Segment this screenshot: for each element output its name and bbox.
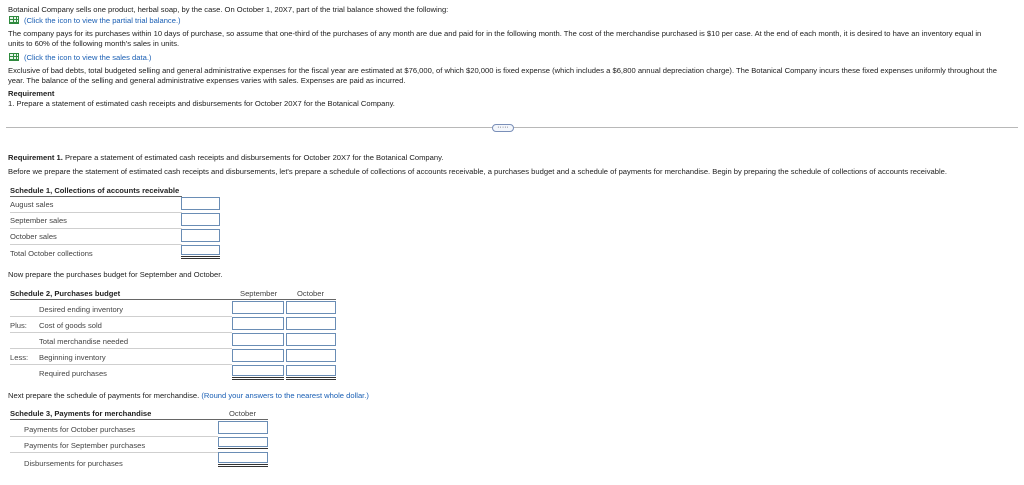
- schedule1-row-label: October sales: [10, 232, 57, 241]
- double-underline: [181, 256, 220, 259]
- row-separator: [10, 244, 182, 245]
- payments-prompt: Next prepare the schedule of payments for merchandise. (Round your answers to the nearest whole dollar.): [8, 391, 369, 400]
- total-merchandise-needed-label: Total merchandise needed: [39, 337, 129, 346]
- single-underline: [218, 448, 268, 449]
- october-purchases-payment-input[interactable]: [218, 421, 268, 434]
- september-total-needed-input[interactable]: [232, 333, 284, 346]
- schedule1-row-label: Total October collections: [10, 249, 93, 258]
- purchases-prompt: Now prepare the purchases budget for September and October.: [8, 270, 223, 279]
- expenses-text-line1: Exclusive of bad debts, total budgeted selling and general administrative expenses for the fiscal year are estimated at $76,000, of which $20,000 is fixed expense (which includes a $6,800 annual depreciation charge). The Botanical Company incurs these fixed expenses uniformly throughout the: [8, 66, 997, 75]
- august-sales-input[interactable]: [181, 197, 220, 210]
- schedule1-row-label: August sales: [10, 200, 54, 209]
- row-separator: [10, 348, 232, 349]
- cost-of-goods-sold-label: Cost of goods sold: [39, 321, 102, 330]
- purchases-text-line1: The company pays for its purchases within 10 days of purchase, so assume that one-third of the purchases of any month are due and paid for in the following month. The cost of the merchandise purchased is $10 per case. At the end of each month, it is desired to have an inventory equal in: [8, 29, 982, 38]
- table-icon[interactable]: [9, 16, 19, 24]
- problem-intro: Botanical Company sells one product, herbal soap, by the case. On October 1, 20X7, part of the trial balance showed the following:: [8, 5, 449, 14]
- september-required-purchases-input[interactable]: [232, 365, 284, 376]
- required-purchases-label: Required purchases: [39, 369, 107, 378]
- october-beginning-inventory-input[interactable]: [286, 349, 336, 362]
- answer-instructions: Before we prepare the statement of estimated cash receipts and disbursements, let's prepare a schedule of collections of accounts receivable, a purchases budget and a schedule of payments for merchandise. Begin by preparing the schedule of collections of accounts receivable.: [8, 167, 947, 176]
- row-separator: [10, 212, 182, 213]
- row-separator: [10, 228, 182, 229]
- row-separator: [10, 452, 218, 453]
- october-required-purchases-input[interactable]: [286, 365, 336, 376]
- purchases-text-line2: units to 60% of the following month's sales in units.: [8, 39, 180, 48]
- double-underline: [286, 377, 336, 380]
- requirement-1-text: 1. Prepare a statement of estimated cash receipts and disbursements for October 20X7 for the Botanical Company.: [8, 99, 395, 108]
- rounding-hint: (Round your answers to the nearest whole dollar.): [201, 391, 369, 400]
- september-sales-input[interactable]: [181, 213, 220, 226]
- schedule3-row-label: Disbursements for purchases: [24, 459, 123, 468]
- row-separator: [10, 436, 218, 437]
- schedule3-title: Schedule 3, Payments for merchandise: [10, 409, 268, 420]
- row-separator: [10, 364, 232, 365]
- expand-button[interactable]: ·····: [492, 124, 514, 132]
- sales-data-link[interactable]: (Click the icon to view the sales data.): [24, 53, 152, 62]
- requirement-heading: Requirement: [8, 89, 55, 98]
- schedule1-title: Schedule 1, Collections of accounts receivable: [10, 186, 182, 197]
- less-label: Less:: [10, 353, 29, 362]
- desired-ending-inventory-label: Desired ending inventory: [39, 305, 124, 314]
- schedule2-title: Schedule 2, Purchases budget: [10, 289, 336, 300]
- october-total-needed-input[interactable]: [286, 333, 336, 346]
- answer-requirement-title: Requirement 1. Prepare a statement of estimated cash receipts and disbursements for October 20X7 for the Botanical Company.: [8, 153, 444, 162]
- disbursements-for-purchases-input[interactable]: [218, 452, 268, 463]
- october-sales-input[interactable]: [181, 229, 220, 242]
- schedule3-row-label: Payments for October purchases: [24, 425, 136, 434]
- schedule3-row-label: Payments for September purchases: [24, 441, 146, 450]
- expenses-text-line2: year. The balance of the selling and general administrative expenses varies with sales. Expenses are paid as incurred.: [8, 76, 406, 85]
- column-header-september: September: [240, 289, 278, 298]
- september-desired-ending-input[interactable]: [232, 301, 284, 314]
- row-separator: [10, 332, 232, 333]
- double-underline: [218, 464, 268, 467]
- schedule1-row-label: September sales: [10, 216, 67, 225]
- row-separator: [10, 316, 232, 317]
- september-purchases-payment-input[interactable]: [218, 437, 268, 447]
- september-cogs-input[interactable]: [232, 317, 284, 330]
- column-header-october: October: [297, 289, 325, 298]
- september-beginning-inventory-input[interactable]: [232, 349, 284, 362]
- trial-balance-link[interactable]: (Click the icon to view the partial trial balance.): [24, 16, 181, 25]
- october-desired-ending-input[interactable]: [286, 301, 336, 314]
- october-cogs-input[interactable]: [286, 317, 336, 330]
- beginning-inventory-label: Beginning inventory: [39, 353, 106, 362]
- column-header-october: October: [229, 409, 257, 418]
- total-october-collections-input[interactable]: [181, 245, 220, 255]
- plus-label: Plus:: [10, 321, 27, 330]
- double-underline: [232, 377, 284, 380]
- table-icon[interactable]: [9, 53, 19, 61]
